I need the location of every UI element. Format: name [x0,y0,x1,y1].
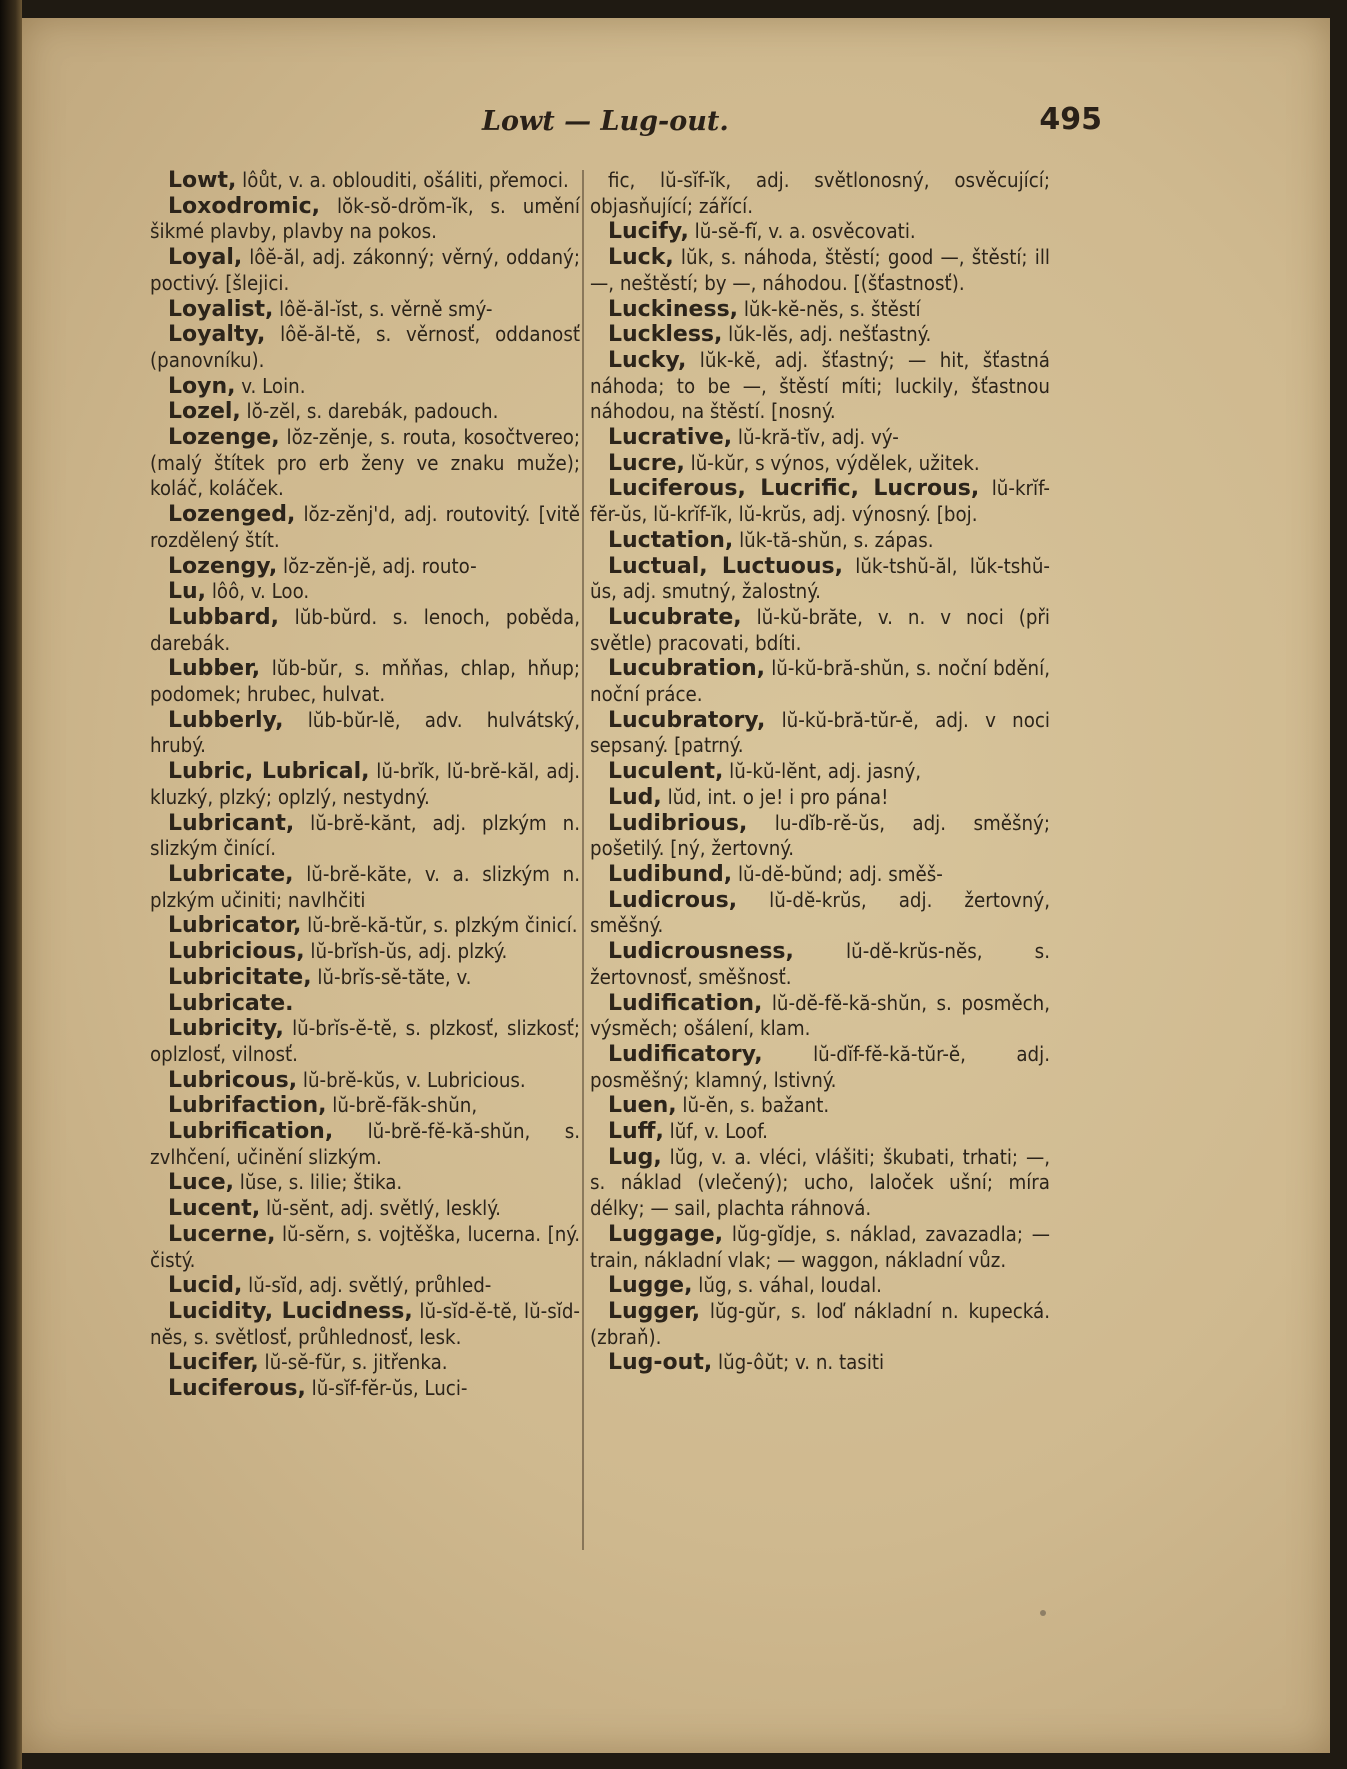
dictionary-entry [150,656,580,707]
dictionary-entry [150,554,580,580]
entry-headword: Lozenge, [168,425,280,451]
entry-definition: lŭ-sĕrn, s. vojtěška, lucerna. [ný. čistý. [150,1221,580,1272]
entry-definition: lŭ-brĕ-kŭs, v. Lubricious. [297,1067,526,1092]
dictionary-entry [590,451,1050,477]
dictionary-entry [150,1119,580,1170]
dictionary-entry [150,862,580,913]
dictionary-page [22,18,1330,1753]
entry-definition: lŭf, v. Loof. [663,1119,768,1144]
dictionary-entry [590,322,1050,348]
entry-definition: lŭk-tshŭ-ăl, lŭk-tshŭ-ŭs, adj. smutný, žalostný. [590,553,1050,604]
dictionary-entry [150,1016,580,1067]
entry-headword: Ludibrious, [608,810,748,836]
entry-headword: Luen, [608,1093,677,1119]
entry-headword: Ludicrous, [608,887,738,913]
entry-headword: Ludibund, [608,861,733,887]
entry-definition: lŭ-krĭf-fĕr-ŭs, lŭ-krĭf-ĭk, lŭ-krŭs, adj. výnosný. [boj. [590,476,1050,527]
entry-headword: Luckless, [608,322,723,348]
entry-definition: lŏz-zĕn-jĕ, adj. routo- [277,553,477,578]
dictionary-entry [590,297,1050,323]
dictionary-entry [590,348,1050,425]
entry-definition: lŭ-dĕ-krŭs, adj. žertovný, směšný. [590,887,1050,938]
dictionary-entry [590,1222,1050,1273]
entry-headword: Lubber, [168,656,261,682]
entry-headword: Lubricious, [168,939,305,965]
entry-definition: lôůt, v. a. oblouditi, ošáliti, přemoci. [236,168,569,192]
dictionary-entry [590,528,1050,554]
dictionary-entry [590,888,1050,939]
entry-headword: Lowt, [168,168,237,193]
entry-definition: lŭ-kŭr, s výnos, výdělek, užitek. [684,450,980,475]
entry-definition: lŭk-tă-shŭn, s. zápas. [733,527,934,552]
dictionary-entry [590,862,1050,888]
dictionary-entry [590,1299,1050,1350]
entry-definition: lŏk-sŏ-drŏm-ĭk, s. umění šikmé plavby, plavby na pokos. [150,193,580,244]
right-column [590,168,1050,1376]
dictionary-entry [590,1042,1050,1093]
entry-definition: lŭg-gĭdje, s. náklad, zavazadla; — train, nákladní vlak; — waggon, nákladní vůz. [590,1221,1050,1272]
dictionary-entry [150,297,580,323]
entry-definition: lŭb-bŭrd. s. lenoch, poběda, darebák. [150,604,580,655]
dictionary-entry [590,785,1050,811]
dictionary-entry [150,1196,580,1222]
entry-headword: Luce, [168,1170,234,1196]
dictionary-entry [590,939,1050,990]
entry-definition: lŭ-brĕ-făk-shŭn, [326,1093,478,1118]
entry-definition: lŭ-sĕ-fŭr, s. jitřenka. [258,1350,448,1375]
dictionary-entry [150,322,580,373]
entry-definition: lŭ-sĕnt, adj. světlý, lesklý. [260,1196,501,1221]
entry-headword: Lugger, [608,1298,701,1324]
entry-headword: Lu, [168,579,207,605]
dictionary-entry [590,168,1050,219]
dictionary-entry [590,1273,1050,1299]
dictionary-entry [590,1093,1050,1119]
entry-definition: lŭk-kĕ, adj. šťastný; — hit, šťastná náhoda; to be —, štěstí míti; luckily, šťastnou náhodou, na štěstí. [nosný. [590,347,1050,424]
dictionary-entry [590,476,1050,527]
dictionary-entry [150,913,580,939]
entry-headword: Luff, [608,1119,664,1145]
entry-headword: Lud, [608,784,662,810]
dictionary-entry [590,708,1050,759]
entry-headword: Lug, [608,1144,662,1170]
entry-headword: Loyal, [168,245,243,271]
entry-definition: lôĕ-ăl, adj. zákonný; věrný, oddaný; poctivý. [šlejici. [150,245,580,295]
entry-headword: Lucky, [608,347,687,373]
entry-headword: Loyalty, [168,322,266,348]
entry-headword: Lucidity, Lucidness, [168,1298,413,1324]
dictionary-entry [150,425,580,502]
entry-definition: lŏ-zĕl, s. darebák, padouch. [240,399,499,424]
dictionary-entry [150,1170,580,1196]
dictionary-entry [590,656,1050,707]
entry-headword: Lozengy, [168,553,278,579]
dictionary-entry [150,811,580,862]
entry-definition: lŭ-sĭf-fĕr-ŭs, Luci- [305,1376,468,1401]
entry-headword: Lubrification, [168,1119,334,1145]
entry-definition: v. Loin. [235,373,306,398]
entry-definition: lŭ-brĭs-ĕ-tĕ, s. plzkosť, slizkosť; oplzlosť, vilnosť. [150,1016,580,1066]
entry-headword: Luckiness, [608,296,739,322]
entry-headword: Loxodromic, [168,193,321,219]
entry-definition: lŭ-dĕ-fĕ-kă-shŭn, s. posměch, výsměch; ošálení, klam. [590,990,1050,1041]
entry-headword: Lucre, [608,450,685,476]
dictionary-entry [150,1093,580,1119]
entry-headword: Lucifer, [168,1350,259,1376]
entry-headword: Lubricate, [168,861,294,887]
dictionary-entry [590,759,1050,785]
book-spine-shadow [0,0,22,1769]
entry-headword: Luciferous, [168,1376,306,1402]
entry-definition: lŭg-gŭr, s. loď nákladní n. kupecká. (zbraň). [590,1298,1050,1349]
page-header [22,96,1330,146]
dictionary-entry [150,605,580,656]
entry-headword: Lubricity, [168,1016,284,1042]
entry-definition: lôĕ-ăl-ĭst, s. věrně smý- [273,296,493,321]
entry-definition: lŭ-kŭ-bră-tŭr-ĕ, adj. v noci sepsaný. [patrný. [590,707,1050,758]
entry-headword: Loyalist, [168,296,274,322]
entry-headword: Lubrifaction, [168,1093,327,1119]
entry-headword: Lucerne, [168,1221,276,1247]
dictionary-entry [150,759,580,810]
entry-headword: Loyn, [168,373,236,399]
entry-headword: Lucrative, [608,425,733,451]
entry-definition: lŭ-kră-tĭv, adj. vý- [732,425,899,450]
page-number: 495 [1039,102,1102,137]
entry-definition: lŭse, s. lilie; štika. [234,1170,403,1195]
entry-definition: lŭk-lĕs, adj. nešťastný. [722,322,932,347]
entry-definition: lŭ-dĕ-bŭnd; adj. směš- [732,861,943,886]
entry-definition: lŭb-bŭr, s. mňňas, chlap, hňup; podomek; hrubec, hulvat. [150,656,580,707]
page-speck [1040,1610,1046,1616]
dictionary-entry [150,374,580,400]
entry-definition: lŭk-kĕ-nĕs, s. štěstí [738,296,921,321]
entry-headword: Luctual, Luctuous, [608,553,843,579]
entry-headword: Luculent, [608,759,724,785]
dictionary-entry [590,245,1050,296]
entry-headword: Lozenged, [168,502,296,528]
dictionary-entry [150,1222,580,1273]
entry-definition: lŭ-dĕ-krŭs-nĕs, s. žertovnosť, směšnosť. [590,939,1050,989]
entry-headword: Lug-out, [608,1350,713,1376]
left-column [150,168,580,1402]
column-divider [582,170,585,1550]
dictionary-entry [150,939,580,965]
entry-definition: lŭ-brĕ-kă-tŭr, s. plzkým činicí. [301,913,578,938]
entry-headword: Lubricator, [168,913,302,939]
entry-definition: lŭ-brĭs-sĕ-tăte, v. [311,964,472,989]
entry-definition: lŭb-bŭr-lĕ, adv. hulvátský, hrubý. [150,707,580,758]
entry-headword: Luggage, [608,1221,724,1247]
entry-definition: fic, lŭ-sĭf-ĭk, adj. světlonosný, osvěcující; objasňující; zářící. [590,168,1050,218]
dictionary-entry [150,1350,580,1376]
entry-definition: lŭ-kŭ-brăte, v. n. v noci (při světle) pracovati, bdíti. [590,604,1050,655]
dictionary-entry [150,168,580,194]
entry-definition: lŭ-brĭsh-ŭs, adj. plzký. [304,939,508,964]
entry-definition: lŭ-kŭ-lĕnt, adj. jasný, [723,759,922,784]
dictionary-entry [150,1068,580,1094]
dictionary-entry [590,219,1050,245]
entry-definition: lŭ-dĭf-fĕ-kă-tŭr-ĕ, adj. posměšný; klamný, lstivný. [590,1041,1050,1092]
entry-headword: Lozel, [168,399,241,425]
entry-headword: Lucubrate, [608,604,742,630]
entry-definition: lŭ-sĭd, adj. světlý, průhled- [242,1273,492,1298]
entry-headword: Lubricitate, [168,964,312,990]
dictionary-entry [150,194,580,245]
entry-headword: Lucubratory, [608,707,766,733]
entry-headword: Ludificatory, [608,1041,763,1067]
dictionary-entry [150,965,580,991]
dictionary-entry [150,1376,580,1402]
entry-definition: lŭ-kŭ-bră-shŭn, s. noční bdění, noční práce. [590,656,1050,707]
entry-definition: lŭ-sĕ-fĭ, v. a. osvěcovati. [688,219,916,244]
entry-definition: lŭk, s. náhoda, štěstí; good —, štěstí; ill —, neštěstí; by —, náhodou. [(šťastnosť). [590,245,1050,295]
entry-definition: lŭ-brĭk, lŭ-brĕ-kăl, adj. kluzký, plzký; oplzlý, nestydný. [150,759,581,809]
entry-headword: Lubric, Lubrical, [168,759,370,785]
entry-definition: lŭg, v. a. vléci, vlášiti; škubati, trhati; —, s. náklad (vlečený); ucho, laloček ušní; míra délky; — sail, plachta ráhnová. [590,1144,1050,1221]
running-title: Lowt — Lug-out. [482,106,729,137]
entry-headword: Lubricous, [168,1067,298,1093]
dictionary-entry [150,708,580,759]
entry-headword: Lucid, [168,1273,243,1299]
dictionary-entry [590,554,1050,605]
entry-headword: Lugge, [608,1273,693,1299]
entry-headword: Lubberly, [168,707,284,733]
entry-definition: lŭ-brĕ-kănt, adj. plzkým n. slizkým činící. [150,810,580,861]
entry-definition: lôô, v. Loo. [206,579,310,604]
entry-headword: Luck, [608,245,674,271]
entry-headword: Luctation, [608,527,734,553]
dictionary-entry [150,1273,580,1299]
entry-definition: lôĕ-ăl-tĕ, s. věrnosť, oddanosť (panovníku). [150,322,580,372]
entry-definition: lŭg, s. váhal, loudal. [692,1273,882,1298]
dictionary-entry [590,811,1050,862]
entry-headword: Luciferous, Lucrific, Lucrous, [608,476,980,502]
entry-definition: lu-dĭb-rĕ-ŭs, adj. směšný; pošetilý. [ný, žertovný. [590,810,1050,861]
dictionary-entry [150,1299,580,1350]
entry-headword: Ludification, [608,990,763,1016]
entry-headword: Ludicrousness, [608,939,794,965]
entry-definition: lŏz-zĕnj'd, adj. routovitý. [vitě rozdělený štít. [150,502,580,552]
entry-definition: lŭd, int. o je! i pro pána! [661,784,889,809]
dictionary-entry [150,579,580,605]
entry-definition: lŭ-brĕ-kăte, v. a. slizkým n. plzkým učiniti; navlhčiti [150,861,580,912]
entry-definition: lŭ-sĭd-ĕ-tĕ, lŭ-sĭd-nĕs, s. světlosť, průhlednosť, lesk. [150,1298,580,1349]
entry-definition: lŭ-brĕ-fĕ-kă-shŭn, s. zvlhčení, učinění slizkým. [150,1119,580,1169]
dictionary-entry [150,399,580,425]
dictionary-entry [590,425,1050,451]
entry-headword: Lucubration, [608,656,766,682]
entry-headword: Lubricant, [168,810,295,836]
dictionary-entry [590,1350,1050,1376]
entry-definition: lŭg-ôŭt; v. n. tasiti [712,1350,885,1375]
dictionary-entry [590,1119,1050,1145]
entry-headword: Lubbard, [168,604,279,630]
dictionary-entry [590,605,1050,656]
dictionary-entry [150,502,580,553]
dictionary-entry [590,1145,1050,1222]
entry-definition: lŏz-zĕnje, s. routa, kosočtvereo; (malý štítek pro erb ženy ve znaku muže); koláč, koláček. [150,425,580,501]
dictionary-entry [150,245,580,296]
entry-headword: Lubricate. [168,990,294,1016]
dictionary-entry [590,991,1050,1042]
entry-definition: lŭ-ĕn, s. bažant. [676,1093,830,1118]
entry-headword: Lucent, [168,1196,261,1222]
entry-headword: Lucify, [608,219,689,245]
dictionary-entry [150,991,580,1017]
